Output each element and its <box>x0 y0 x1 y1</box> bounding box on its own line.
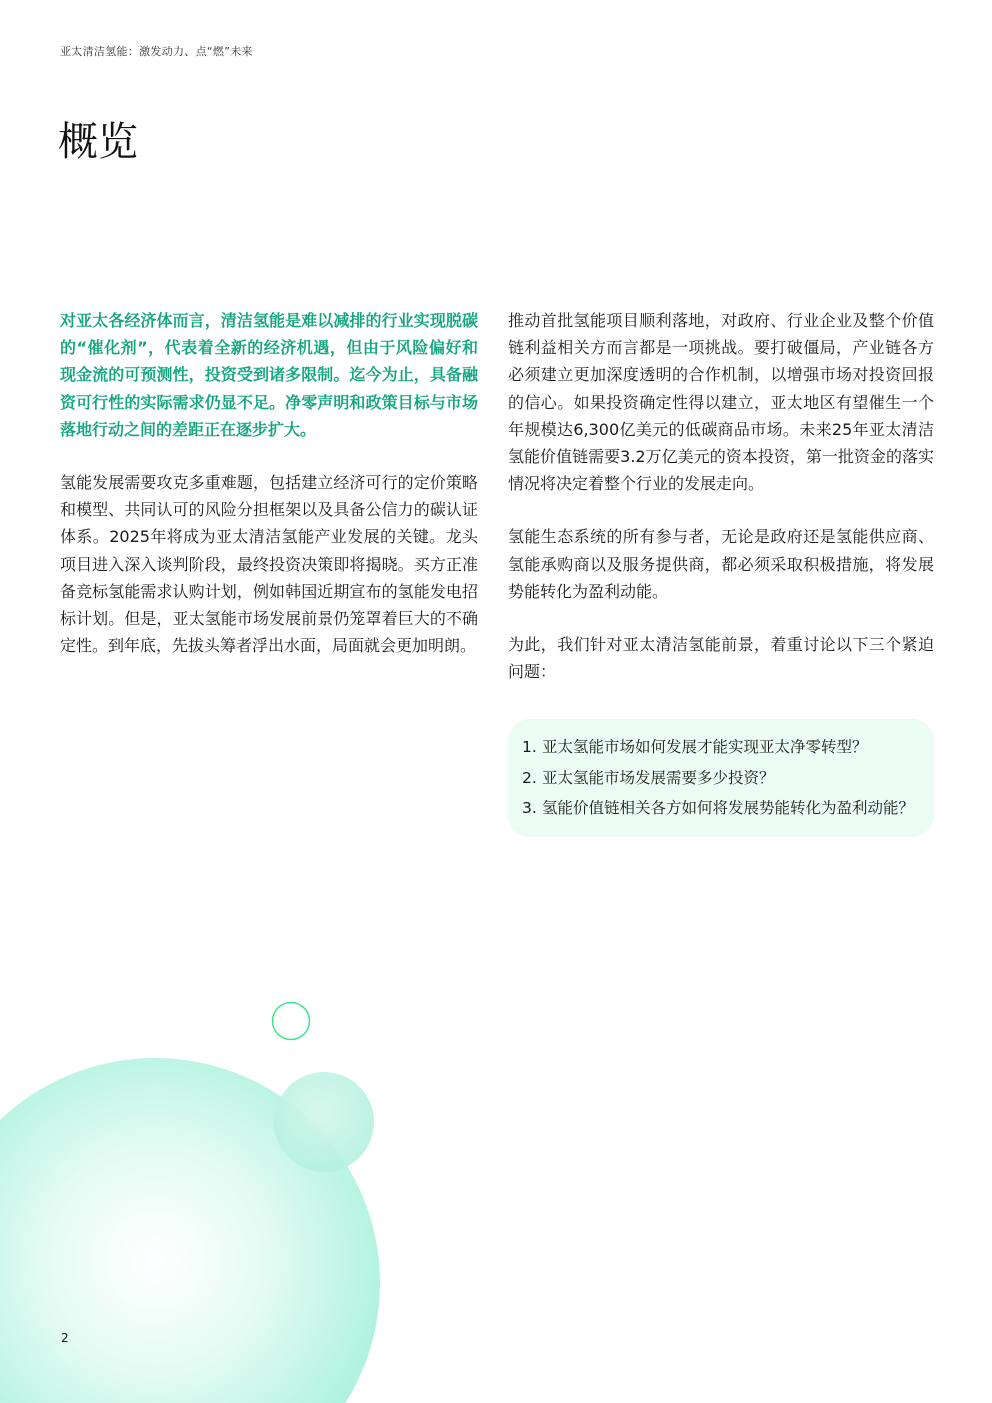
ring-shape <box>273 1003 310 1040</box>
question-text: 氢能价值链相关各方如何将发展势能转化为盈利动能？ <box>542 799 915 818</box>
running-header: 亚太清洁氢能：激发动力、点“燃”未来 <box>60 45 253 58</box>
question-number: 3. <box>522 799 537 818</box>
question-text: 亚太氢能市场如何发展才能实现亚太净零转型？ <box>542 738 868 757</box>
page-number: 2 <box>61 1331 69 1345</box>
body-paragraph-2: 推动首批氢能项目顺利落地，对政府、行业企业及整个价值链利益相关方而言都是一项挑战。要打破僵局，产业链各方必须建立更加深度透明的合作机制，以增强市场对投资回报的信心。如果投资确定性得以建立，亚太地区有望催生一个年规模达6,300亿美元的低碳商品市场。未来25年亚太清洁氢能价值链需要3.2万亿美元的资本投资，第一批资金的落实情况将决定着整个行业的发展走向。 <box>508 311 934 494</box>
small-bubble-shape <box>274 1072 374 1172</box>
intro-paragraph: 对亚太各经济体而言，清洁氢能是难以减排的行业实现脱碳的“催化剂”，代表着全新的经济机遇，但由于风险偏好和现金流的可预测性，投资受到诸多限制。迄今为止，具备融资可行性的实际需求仍显不足。净零声明和政策目标与市场落地行动之间的差距正在逐步扩大。 <box>60 311 478 439</box>
page-title: 概览 <box>58 119 138 165</box>
body-paragraph-4: 为此，我们针对亚太清洁氢能前景，着重讨论以下三个紧迫问题： <box>508 635 934 682</box>
body-paragraph-3: 氢能生态系统的所有参与者，无论是政府还是氢能供应商、氢能承购商以及服务提供商，都必须采取积极措施，将发展势能转化为盈利动能。 <box>508 527 934 601</box>
question-text: 亚太氢能市场发展需要多少投资？ <box>542 768 775 787</box>
question-number: 1. <box>522 738 537 757</box>
question-number: 2. <box>522 768 537 787</box>
body-paragraph-1: 氢能发展需要攻克多重难题，包括建立经济可行的定价策略和模型、共同认可的风险分担框架以及具备公信力的碳认证体系。2025年将成为亚太清洁氢能产业发展的关键。龙头项目进入深入谈判阶段，最终投资决策即将揭晓。买方正准备竞标氢能需求认购计划，例如韩国近期宣布的氢能发电招标计划。但是，亚太氢能市场发展前景仍笼罩着巨大的不确定性。到年底，先拔头筹者浮出水面，局面就会更加明朗。 <box>60 473 478 656</box>
